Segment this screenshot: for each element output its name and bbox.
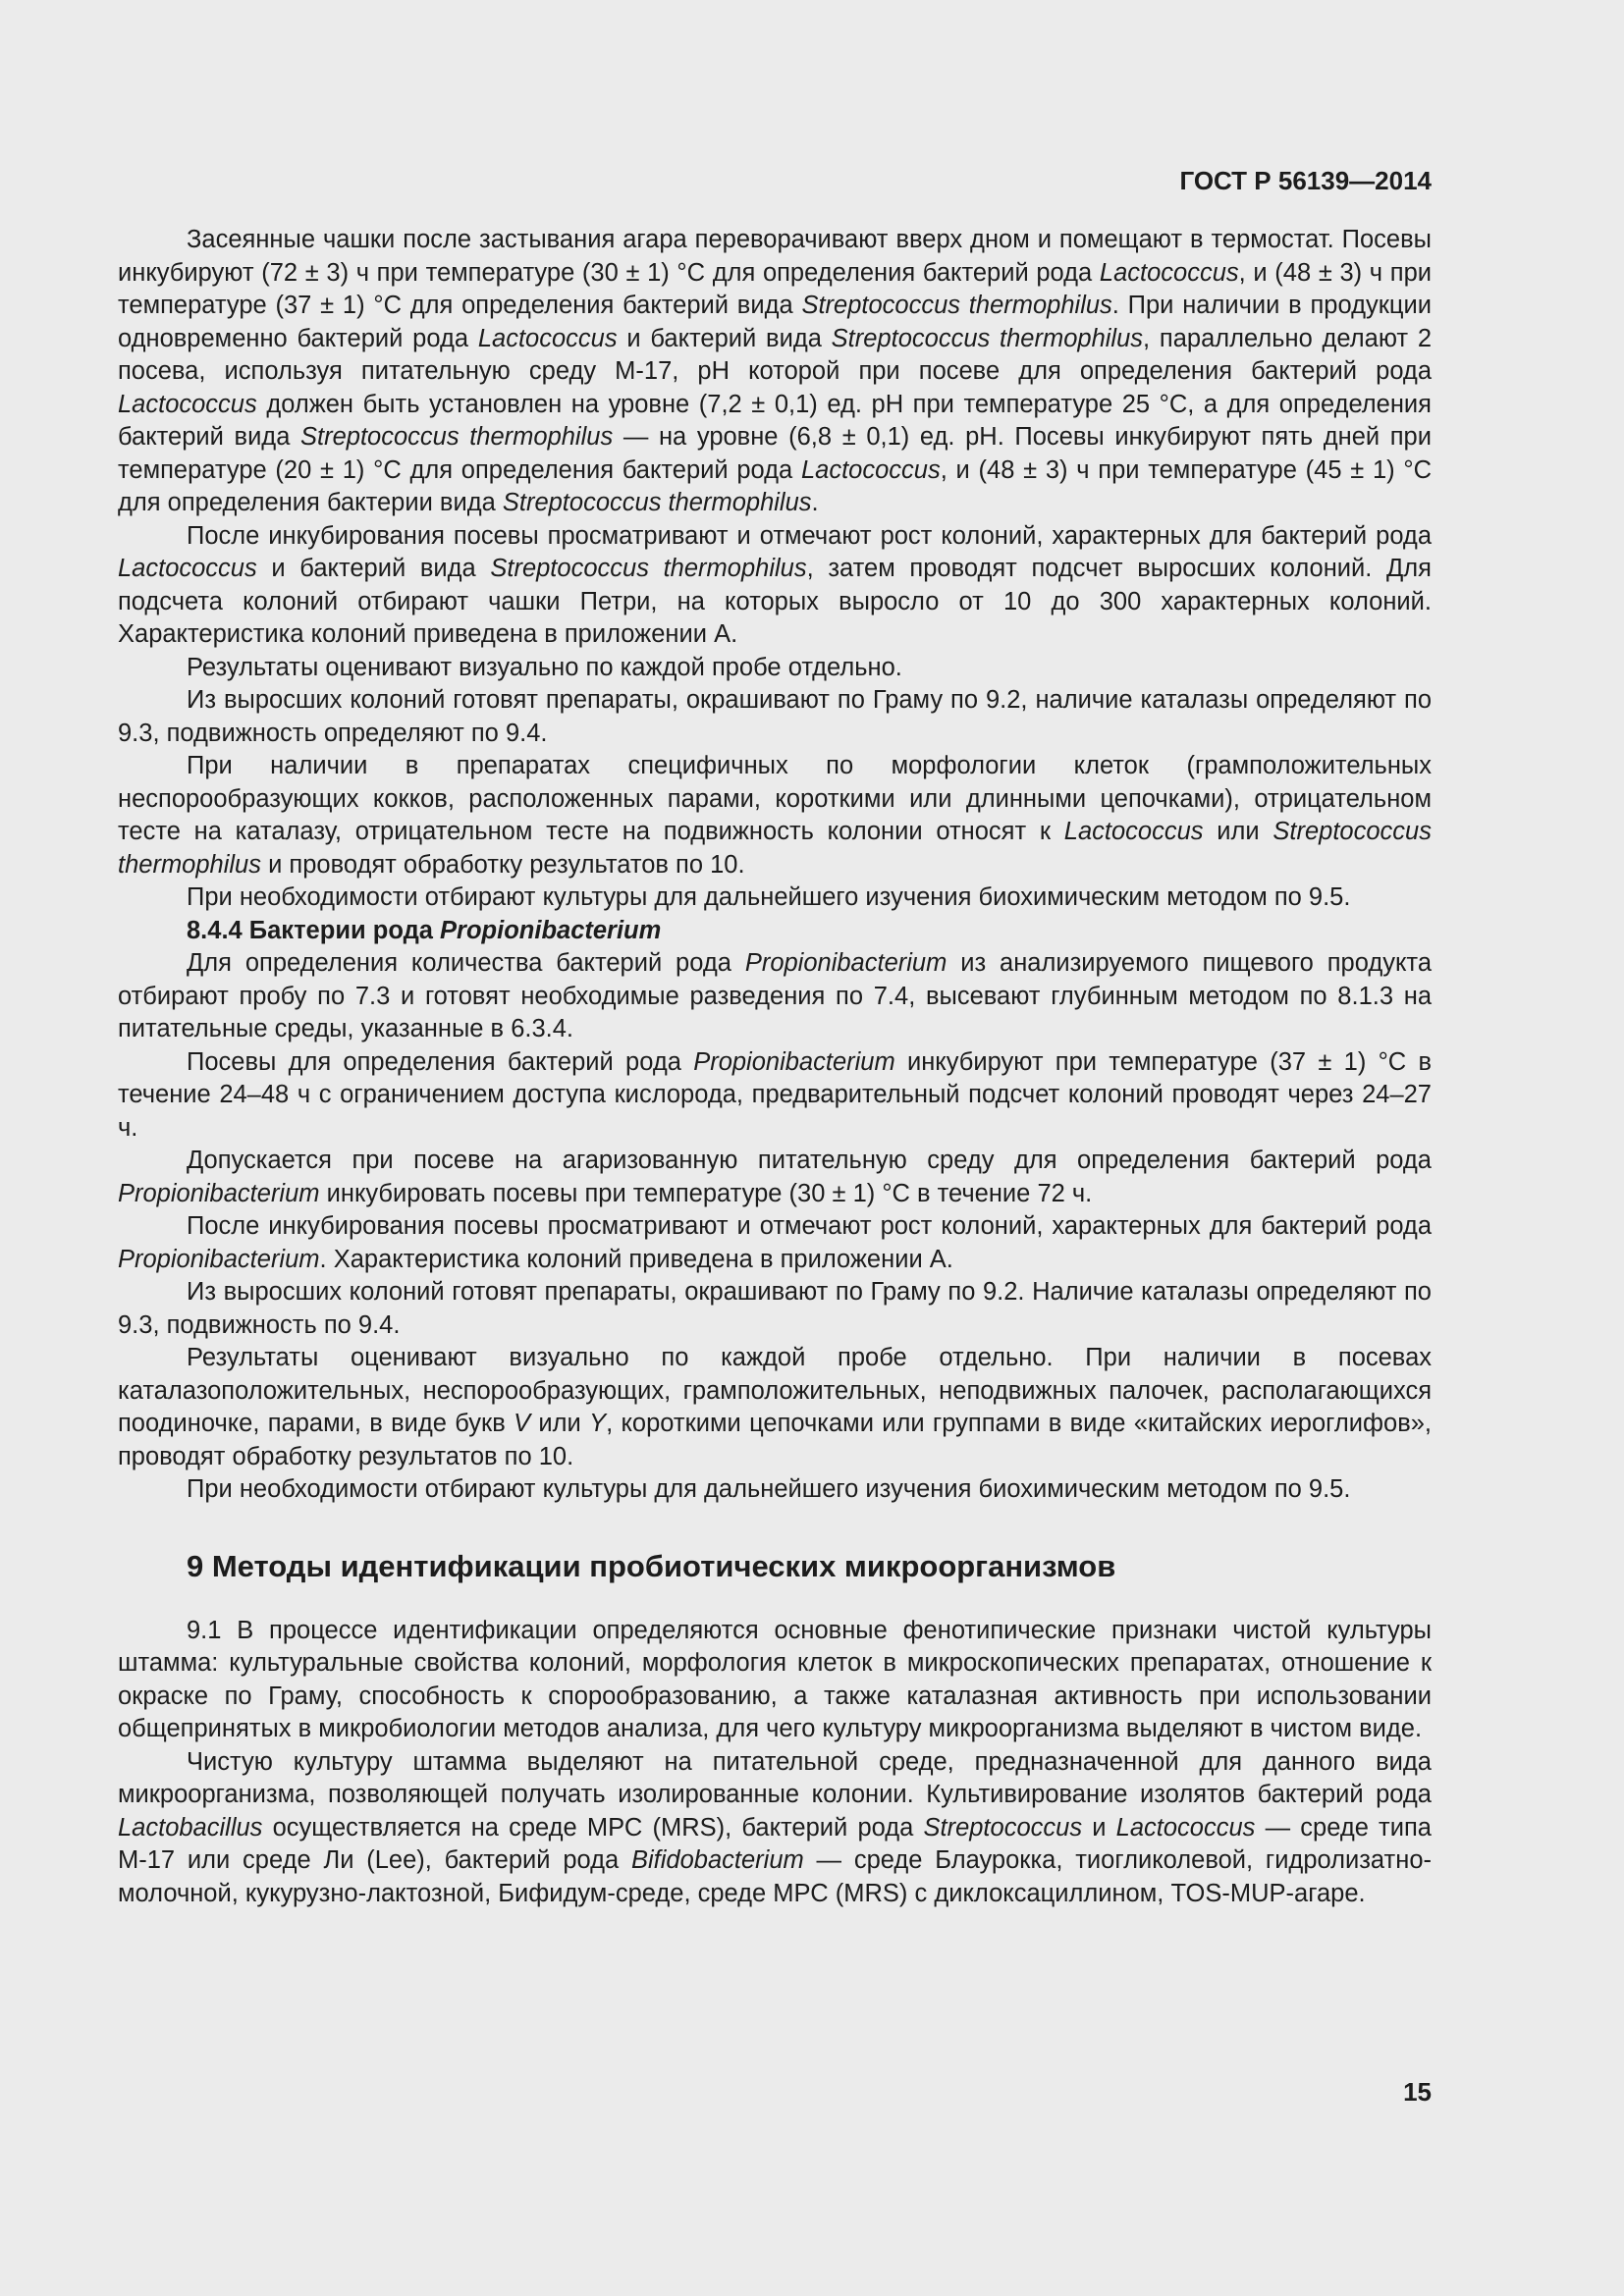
- paragraph: Результаты оценивают визуально по каждой пробе отдельно. При наличии в посевах каталазоположительных, неспорообразующих, грамположительных, неподвижных палочек, располагающихся поодиночке, парами, в виде букв V или Y, короткими цепочками или группами в виде «китайских иероглифов», проводят обработку результатов по 10.: [118, 1344, 1433, 1470]
- paragraph: Результаты оценивают визуально по каждой пробе отдельно.: [187, 653, 902, 681]
- paragraph: 9.1 В процессе идентификации определяются основные фенотипические признаки чистой культуры штамма: культуральные свойства колоний, морфология клеток в микроскопических препаратах, отношение к окраске по Граму, способность к спорообразованию, а также каталазная активность при использовании общепринятых в микробиологии методов анализа, для чего культуру микроорганизма выделяют в чистом виде.: [118, 1616, 1432, 1742]
- paragraph: После инкубирования посевы просматривают и отмечают рост колоний, характерных для бактерий рода Propionibacterium. Характеристика колоний приведена в приложении А.: [118, 1212, 1432, 1273]
- paragraph: При наличии в препаратах специфичных по морфологии клеток (грамположительных неспорообразующих кокков, расположенных парами, короткими или длинными цепочками), отрицательном тесте на каталазу, отрицательном тесте на подвижность колонии относят к Lactococcus или Streptococcus thermophilus и проводят обработку результатов по 10.: [118, 752, 1432, 879]
- paragraph: Засеянные чашки после застывания агара переворачивают вверх дном и помещают в термостат. Посевы инкубируют (72 ± 3) ч при температуре (30 ± 1) °С для определения бактерий рода Lactococcus, и (48 ± 3) ч при температуре (37 ± 1) °С для определения бактерий вида Streptococcus thermophilus. При наличии в продукции одновременно бактерий рода Lactococcus и бактерий вида Streptococcus thermophilus, параллельно делают 2 посева, используя питательную среду М-17, рН которой при посеве для определения бактерий рода Lactococcus должен быть установлен на уровне (7,2 ± 0,1) ед. рН при температуре 25 °С, а для определения бактерий вида Streptococcus thermophilus — на уровне (6,8 ± 0,1) ед. рН. Посевы инкубируют пять дней при температуре (20 ± 1) °С для определения бактерий рода Lactococcus, и (48 ± 3) ч при температуре (45 ± 1) °С для определения бактерии вида Streptococcus thermophilus.: [118, 226, 1433, 516]
- paragraph: При необходимости отбирают культуры для дальнейшего изучения биохимическим методом по 9.5.: [187, 883, 1351, 911]
- paragraph: Посевы для определения бактерий рода Propionibacterium инкубируют при температуре (37 ± 1) °С в течение 24–48 ч с ограничением доступа кислорода, предварительный подсчет колоний проводят через 24–27 ч.: [118, 1047, 1433, 1142]
- page-number: 15: [1403, 2077, 1432, 2107]
- paragraph: Из выросших колоний готовят препараты, окрашивают по Граму по 9.2. Наличие каталазы определяют по 9.3, подвижность по 9.4.: [118, 1278, 1432, 1339]
- paragraph: Чистую культуру штамма выделяют на питательной среде, предназначенной для данного вида микроорганизма, позволяющей получать изолированные колонии. Культивирование изолятов бактерий рода Lactobacillus осуществляется на среде МРС (MRS), бактерий рода Streptococcus и Lactococcus — среде типа М-17 или среде Ли (Lee), бактерий рода Bifidobacterium — среде Блаурокка, тиогликолевой, гидролизатно-молочной, кукурузно-лактозной, Бифидум-среде, среде МРС (MRS) с диклоксациллином, TOS-MUP-агаре.: [118, 1747, 1432, 1907]
- section-heading: 9 Методы идентификации пробиотических микроорганизмов: [187, 1548, 1116, 1583]
- paragraph: Из выросших колоний готовят препараты, окрашивают по Граму по 9.2, наличие каталазы определяют по 9.3, подвижность определяют по 9.4.: [118, 686, 1432, 747]
- subsection-heading: 8.4.4 Бактерии рода Propionibacterium: [187, 916, 662, 944]
- paragraph: Для определения количества бактерий рода Propionibacterium из анализируемого пищевого продукта отбирают пробу по 7.3 и готовят необходимые разведения по 7.4, высевают глубинным методом по 8.1.3 на питательные среды, указанные в 6.3.4.: [118, 949, 1432, 1042]
- paragraph: При необходимости отбирают культуры для дальнейшего изучения биохимическим методом по 9.5.: [187, 1475, 1351, 1503]
- paragraph: После инкубирования посевы просматривают и отмечают рост колоний, характерных для бактерий рода Lactococcus и бактерий вида Streptococcus thermophilus, затем проводят подсчет выросших колоний. Для подсчета колоний отбирают чашки Петри, на которых выросло от 10 до 300 характерных колоний. Характеристика колоний приведена в приложении А.: [118, 521, 1432, 648]
- paragraph: Допускается при посеве на агаризованную питательную среду для определения бактерий рода Propionibacterium инкубировать посевы при температуре (30 ± 1) °С в течение 72 ч.: [118, 1147, 1432, 1207]
- document-page: [118, 157, 1432, 2268]
- document-body: [118, 224, 1432, 1910]
- document-header: ГОСТ Р 56139—2014: [1179, 166, 1432, 195]
